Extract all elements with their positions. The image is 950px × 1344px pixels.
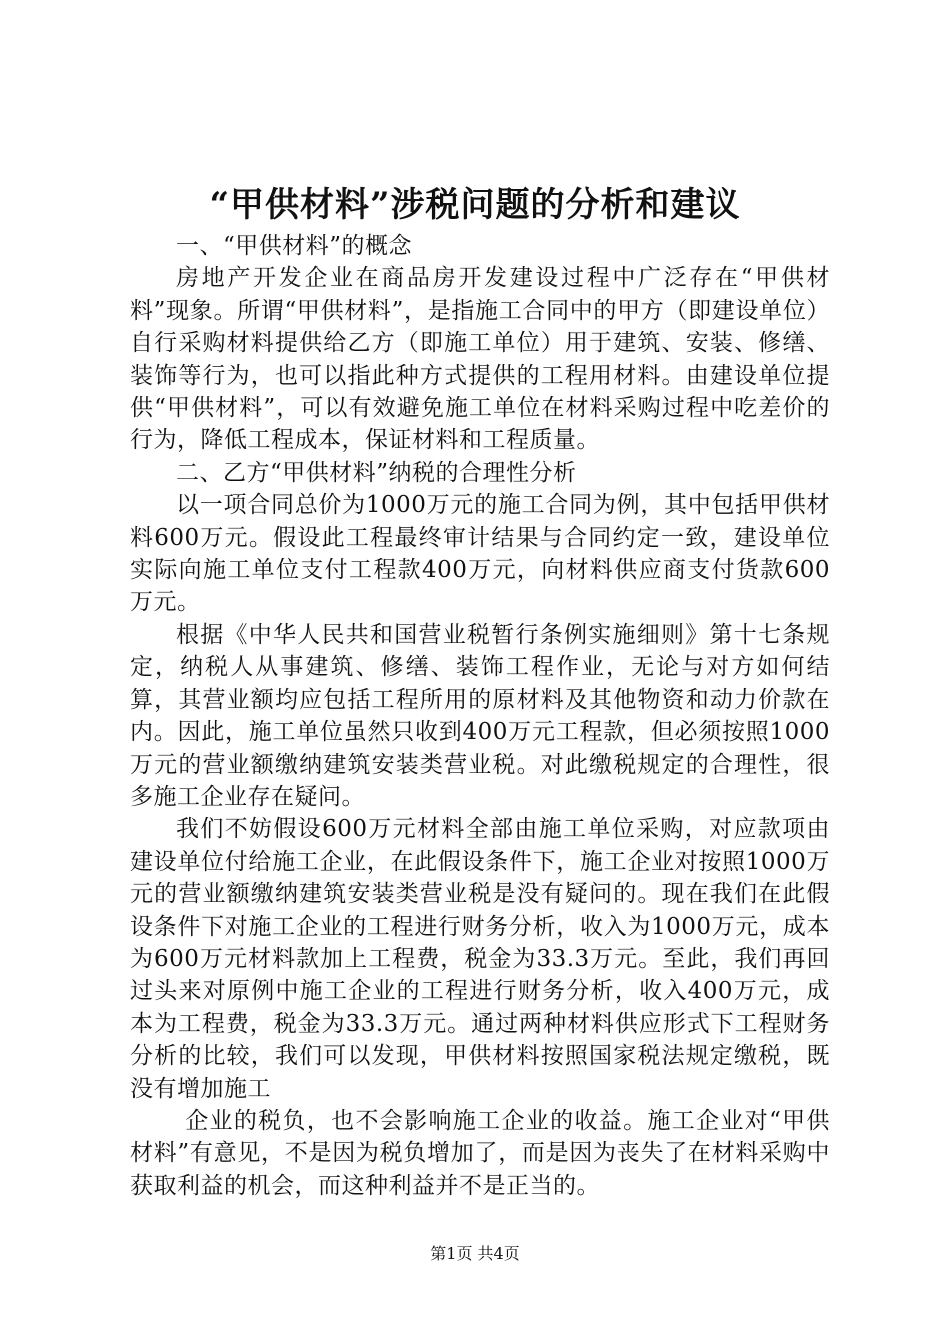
document-body [130, 230, 830, 1202]
section-heading-1: 一、“甲供材料”的概念 [176, 233, 413, 259]
paragraph-2: 以一项合同总价为1000万元的施工合同为例，其中包括甲供材料600万元。假设此工程最终审计结果与合同约定一致，建设单位实际向施工单位支付工程款400万元，向材料供应商支付货款600万元。 [130, 492, 830, 616]
paragraph-5: 企业的税负，也不会影响施工企业的收益。施工企业对“甲供材料”有意见，不是因为税负增加了，而是因为丧失了在材料采购中获取利益的机会，而这种利益并不是正当的。 [130, 1107, 830, 1199]
page-footer: 第1页 共4页 [430, 1244, 520, 1263]
paragraph-1: 房地产开发企业在商品房开发建设过程中广泛存在“甲供材料”现象。所谓“甲供材料”，是指施工合同中的甲方（即建设单位）自行采购材料提供给乙方（即施工单位）用于建筑、安装、修缮、装饰等行为，也可以指此种方式提供的工程用材料。由建设单位提供“甲供材料”，可以有效避免施工单位在材料采购过程中吃差价的行为，降低工程成本，保证材料和工程质量。 [130, 265, 830, 454]
document-title: “甲供材料”涉税问题的分析和建议 [209, 185, 741, 225]
paragraph-4: 我们不妨假设600万元材料全部由施工单位采购，对应款项由建设单位付给施工企业，在此假设条件下，施工企业对按照1000万元的营业额缴纳建筑安装类营业税是没有疑问的。现在我们在此假设条件下对施工企业的工程进行财务分析，收入为1000万元，成本为600万元材料款加上工程费，税金为33.3万元。至此，我们再回过头来对原例中施工企业的工程进行财务分析，收入400万元，成本为工程费，税金为33.3万元。通过两种材料供应形式下工程财务分析的比较，我们可以发现，甲供材料按照国家税法规定缴税，既没有增加施工 [130, 816, 830, 1102]
paragraph-3: 根据《中华人民共和国营业税暂行条例实施细则》第十七条规定，纳税人从事建筑、修缮、装饰工程作业，无论与对方如何结算，其营业额均应包括工程所用的原材料及其他物资和动力价款在内。因此，施工单位虽然只收到400万元工程款，但必须按照1000万元的营业额缴纳建筑安装类营业税。对此缴税规定的合理性，很多施工企业存在疑问。 [130, 621, 830, 810]
section-heading-2: 二、乙方“甲供材料”纳税的合理性分析 [176, 459, 577, 486]
